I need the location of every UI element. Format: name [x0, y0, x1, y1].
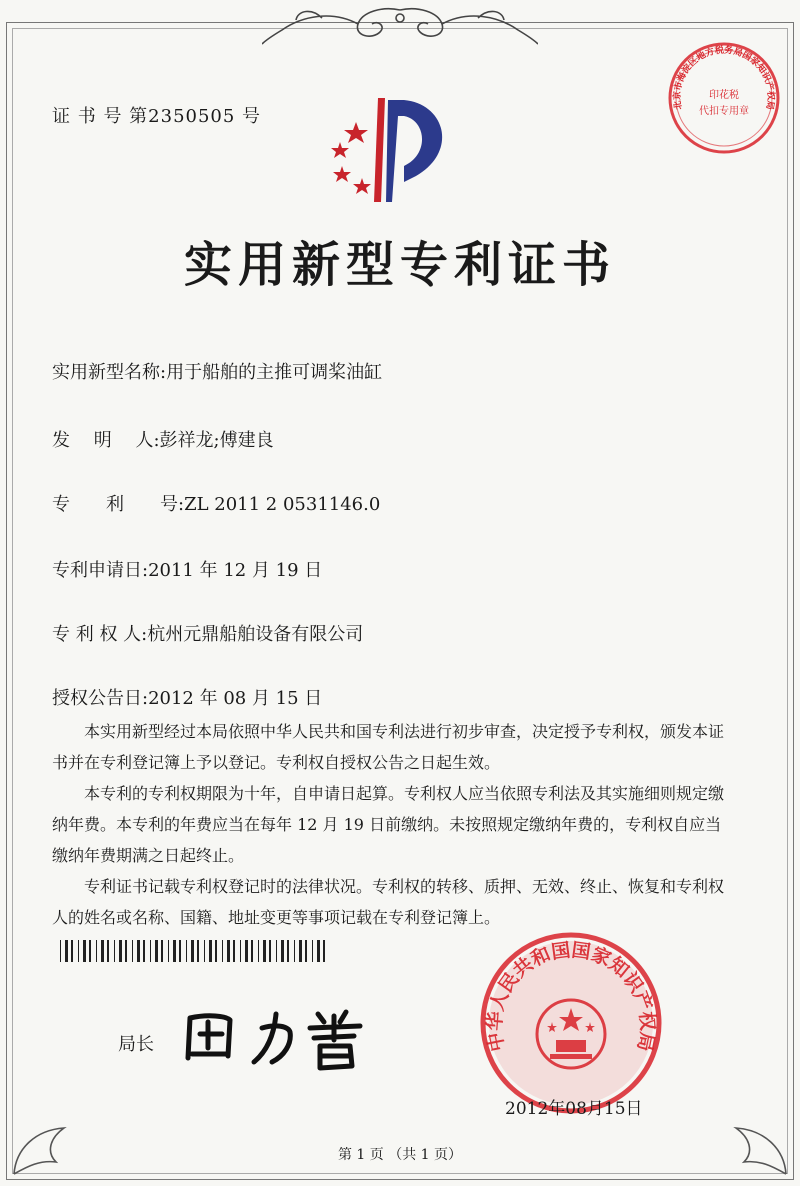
field-value: ZL 2011 2 0531146.0	[184, 494, 381, 515]
field-value: 2012 年 08 月 15 日	[148, 688, 323, 709]
signature-title: 局长	[118, 1034, 154, 1055]
field-value: 彭祥龙;傅建良	[159, 430, 274, 451]
tax-stamp-seal	[666, 40, 782, 156]
official-seal	[478, 930, 664, 1116]
field-inventor	[52, 426, 274, 452]
field-utility-model-name	[52, 358, 382, 384]
field-label: 专 利 号:	[52, 494, 185, 515]
svg-text:代扣专用章: 代扣专用章	[699, 106, 749, 117]
certificate-body	[52, 716, 732, 933]
field-patent-number	[52, 490, 380, 516]
patent-office-emblem-icon	[318, 92, 468, 204]
field-value: 用于船舶的主推可调桨油缸	[166, 362, 383, 383]
page-footer: 第 1 页 （共 1 页）	[337, 1147, 463, 1163]
body-paragraph: 本实用新型经过本局依照中华人民共和国专利法进行初步审查，决定授予专利权，颁发本证书并在专利登记簿上予以登记。专利权自授权公告之日起生效。	[52, 722, 725, 772]
field-grant-date	[52, 684, 322, 710]
certificate-title: 实用新型专利证书	[183, 237, 616, 293]
field-label: 实用新型名称:	[52, 362, 167, 383]
field-application-date	[52, 556, 322, 582]
svg-text:印花税: 印花税	[709, 90, 739, 101]
director-signature	[178, 1000, 378, 1072]
svg-text:北京市海淀区地方税务局国家知识产权局: 北京市海淀区地方税务局国家知识产权局	[672, 45, 776, 111]
svg-text:中华人民共和国国家知识产权局: 中华人民共和国国家知识产权局	[483, 939, 659, 1054]
seal-date: 2012年08月15日	[505, 1099, 643, 1119]
top-ornament	[262, 4, 538, 48]
field-value: 杭州元鼎船舶设备有限公司	[147, 624, 364, 645]
certificate-number: 证 书 号 第2350505 号	[52, 106, 262, 127]
field-patentee	[52, 620, 363, 646]
field-label: 专利申请日:	[52, 560, 149, 581]
body-paragraph: 专利证书记载专利权登记时的法律状况。专利权的转移、质押、无效、终止、恢复和专利权人的姓名或名称、国籍、地址变更等事项记载在专利登记簿上。	[52, 877, 725, 927]
body-paragraph: 本专利的专利权期限为十年，自申请日起算。专利权人应当依照专利法及其实施细则规定缴纳年费。本专利的年费应当在每年 12 月 19 日前缴纳。未按照规定缴纳年费的，专利权自应当缴纳年费期满之日起终止。	[52, 784, 725, 865]
barcode	[60, 940, 330, 962]
field-label: 发 明 人:	[52, 430, 160, 451]
field-label: 授权公告日:	[52, 688, 149, 709]
field-value: 2011 年 12 月 19 日	[148, 560, 323, 581]
field-label: 专 利 权 人:	[52, 624, 148, 645]
